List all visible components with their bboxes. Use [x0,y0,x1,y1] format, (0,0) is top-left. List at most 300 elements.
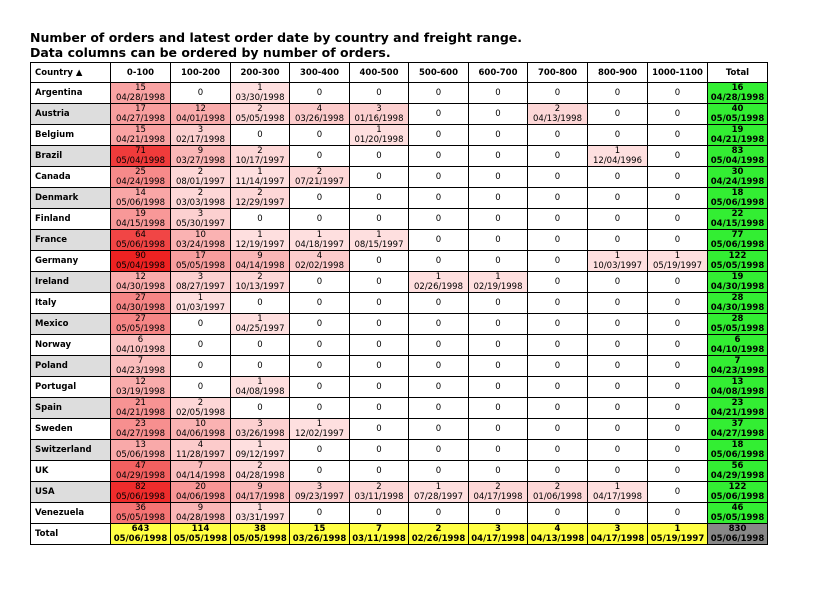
data-cell [528,503,588,524]
data-cell [528,230,588,251]
order-count: 12 [195,104,206,114]
latest-order-date: 04/23/1998 [710,366,765,376]
data-cell [469,293,528,314]
data-cell [469,104,528,125]
order-count: 0 [495,88,501,98]
order-count: 0 [674,508,681,518]
data-cell [648,377,708,398]
data-cell [111,188,171,209]
data-cell [171,419,231,440]
order-count: 0 [554,193,561,203]
data-cell [111,503,171,524]
order-count: 1 [316,419,323,429]
table-row [31,272,768,293]
data-cell [648,440,708,461]
data-cell [648,251,708,272]
order-count: 0 [554,319,561,329]
order-count: 82 [135,482,146,492]
order-count: 1 [376,230,382,240]
order-count: 0 [316,319,323,329]
order-count: 37 [731,419,744,429]
data-cell [648,461,708,482]
data-cell [350,272,409,293]
column-total-cell [648,524,708,545]
latest-order-date: 09/12/1997 [235,450,285,460]
order-count: 0 [554,508,561,518]
order-count: 1 [257,440,263,450]
data-cell [350,83,409,104]
data-cell [648,146,708,167]
data-cell [350,293,409,314]
data-cell [528,209,588,230]
order-count: 0 [316,88,323,98]
row-total-cell [708,482,768,503]
order-count: 3 [197,209,204,219]
table-row [31,482,768,503]
order-count: 1 [257,83,263,93]
order-count: 2 [257,188,263,198]
order-count: 0 [316,214,323,224]
data-cell [231,356,290,377]
table-row [31,503,768,524]
order-count: 0 [376,382,382,392]
latest-order-date: 03/11/1998 [354,492,404,502]
data-cell [469,83,528,104]
order-count: 9 [257,482,263,492]
data-cell [469,377,528,398]
data-cell [528,83,588,104]
latest-order-date: 04/29/1998 [116,471,165,481]
data-cell [469,209,528,230]
data-cell [409,356,469,377]
data-cell [111,356,171,377]
order-count: 0 [554,298,561,308]
data-cell [528,377,588,398]
data-cell [171,272,231,293]
latest-order-date: 09/23/1997 [295,492,344,502]
data-cell [469,167,528,188]
order-count: 0 [614,214,621,224]
latest-order-date: 05/06/1998 [710,534,765,544]
order-count: 0 [376,214,382,224]
data-cell [231,335,290,356]
data-cell [231,167,290,188]
data-cell [528,419,588,440]
column-total-cell [528,524,588,545]
data-cell [350,167,409,188]
order-count: 0 [614,130,621,140]
data-cell [350,125,409,146]
data-cell [469,335,528,356]
order-count: 0 [674,361,681,371]
order-count: 122 [728,251,747,261]
order-count: 0 [257,361,263,371]
row-total-cell [708,251,768,272]
latest-order-date: 03/03/1998 [176,198,225,208]
order-count: 0 [614,172,621,182]
row-total-cell [708,335,768,356]
order-count: 0 [197,361,204,371]
order-count: 0 [614,382,621,392]
row-total-cell [708,209,768,230]
row-total-cell [708,503,768,524]
latest-order-date: 04/08/1998 [235,387,285,397]
order-count: 1 [614,146,621,156]
data-cell [588,461,648,482]
data-cell [171,125,231,146]
data-cell [528,440,588,461]
country-name: UK [31,461,111,482]
data-cell [231,272,290,293]
order-count: 3 [614,524,621,534]
order-count: 0 [674,445,681,455]
data-cell [350,377,409,398]
data-cell [409,377,469,398]
data-cell [409,440,469,461]
latest-order-date: 04/13/1998 [530,534,585,544]
latest-order-date: 04/06/1998 [176,492,225,502]
data-cell [588,251,648,272]
table-row [31,419,768,440]
column-total-cell [588,524,648,545]
data-cell [231,461,290,482]
table-row [31,398,768,419]
data-cell [588,440,648,461]
column-header[interactable]: 500-600 [409,63,469,83]
column-header[interactable]: 200-300 [231,63,290,83]
data-cell [171,167,231,188]
order-count: 0 [435,508,442,518]
order-count: 3 [197,272,204,282]
order-count: 0 [495,361,501,371]
data-cell [171,314,231,335]
data-cell [528,482,588,503]
data-cell [231,146,290,167]
latest-order-date: 04/17/1998 [473,492,523,502]
latest-order-date: 11/14/1997 [235,177,285,187]
country-name: USA [31,482,111,503]
latest-order-date: 04/21/1998 [710,135,765,145]
data-cell [290,125,350,146]
order-count: 0 [674,403,681,413]
latest-order-date: 04/30/1998 [116,282,165,292]
order-count: 0 [376,256,382,266]
data-cell [290,188,350,209]
column-header[interactable]: 700-800 [528,63,588,83]
data-cell [290,419,350,440]
table-row [31,146,768,167]
order-count: 0 [435,88,442,98]
column-header[interactable]: 0-100 [111,63,171,83]
order-count: 17 [195,251,206,261]
data-cell [588,335,648,356]
column-header[interactable]: 300-400 [290,63,350,83]
data-cell [588,314,648,335]
country-name: France [31,230,111,251]
order-count: 0 [614,361,621,371]
data-cell [588,398,648,419]
latest-order-date: 05/05/1998 [710,324,765,334]
column-header[interactable]: 100-200 [171,63,231,83]
data-cell [469,461,528,482]
data-cell [648,356,708,377]
order-count: 1 [257,167,263,177]
latest-order-date: 05/06/1998 [116,198,165,208]
order-count: 0 [376,193,382,203]
order-count: 0 [614,193,621,203]
order-count: 3 [197,125,204,135]
order-count: 0 [674,109,681,119]
country-name: Ireland [31,272,111,293]
data-cell [231,209,290,230]
order-count: 0 [614,403,621,413]
latest-order-date: 04/08/1998 [710,387,765,397]
data-cell [350,482,409,503]
order-count: 0 [495,151,501,161]
table-row [31,314,768,335]
latest-order-date: 05/05/1998 [173,534,228,544]
order-count: 47 [135,461,146,471]
order-count: 0 [435,319,442,329]
data-cell [111,104,171,125]
order-count: 0 [554,340,561,350]
table-row [31,125,768,146]
country-name: Venezuela [31,503,111,524]
order-count: 0 [316,382,323,392]
table-row [31,251,768,272]
order-count: 0 [674,151,681,161]
table-row [31,188,768,209]
country-name: Belgium [31,125,111,146]
data-cell [469,272,528,293]
latest-order-date: 04/21/1998 [710,408,765,418]
data-cell [350,251,409,272]
data-cell [409,209,469,230]
country-name: Argentina [31,83,111,104]
data-cell [469,482,528,503]
column-header[interactable]: 1000-1100 [648,63,708,83]
data-cell [588,167,648,188]
latest-order-date: 04/21/1998 [116,135,165,145]
latest-order-date: 08/27/1997 [176,282,225,292]
row-total-cell [708,104,768,125]
data-cell [231,419,290,440]
data-cell [171,440,231,461]
data-cell [648,335,708,356]
country-name: Finland [31,209,111,230]
data-cell [469,356,528,377]
latest-order-date: 04/28/1998 [710,93,765,103]
order-count: 64 [135,230,146,240]
data-cell [171,482,231,503]
order-count: 2 [495,482,501,492]
table-row [31,230,768,251]
data-cell [648,293,708,314]
data-cell [588,209,648,230]
country-name: Switzerland [31,440,111,461]
data-cell [290,272,350,293]
data-cell [528,188,588,209]
orders-table [30,62,768,545]
data-cell [350,188,409,209]
data-cell [231,125,290,146]
latest-order-date: 07/21/1997 [295,177,344,187]
latest-order-date: 05/05/1998 [233,534,287,544]
latest-order-date: 04/17/1998 [471,534,525,544]
latest-order-date: 04/23/1998 [116,366,165,376]
latest-order-date: 05/05/1998 [710,513,765,523]
latest-order-date: 11/28/1997 [176,450,225,460]
order-count: 0 [674,487,681,497]
latest-order-date: 05/04/1998 [710,156,765,166]
table-row [31,461,768,482]
data-cell [111,293,171,314]
totals-row [31,524,768,545]
table-body [31,83,768,545]
latest-order-date: 03/26/1998 [235,429,285,439]
data-cell [171,335,231,356]
data-cell [409,419,469,440]
order-count: 0 [495,298,501,308]
order-count: 1 [316,230,323,240]
data-cell [409,104,469,125]
latest-order-date: 04/21/1998 [116,408,165,418]
order-count: 0 [376,319,382,329]
order-count: 0 [376,361,382,371]
row-total-cell [708,167,768,188]
latest-order-date: 07/28/1997 [414,492,463,502]
data-cell [111,482,171,503]
country-column-header[interactable]: Country ▲ [31,63,111,83]
order-count: 0 [316,466,323,476]
order-count: 2 [197,167,204,177]
order-count: 18 [731,440,744,450]
data-cell [648,167,708,188]
column-header[interactable]: 800-900 [588,63,648,83]
data-cell [111,209,171,230]
data-cell [648,503,708,524]
order-count: 0 [614,466,621,476]
data-cell [111,335,171,356]
order-count: 0 [674,340,681,350]
order-count: 0 [435,466,442,476]
order-count: 17 [135,104,146,114]
latest-order-date: 04/10/1998 [710,345,765,355]
latest-order-date: 04/29/1998 [710,471,765,481]
order-count: 30 [731,167,744,177]
order-count: 2 [316,167,323,177]
latest-order-date: 04/28/1998 [235,471,285,481]
latest-order-date: 04/14/1998 [176,471,225,481]
data-cell [171,209,231,230]
order-count: 0 [316,340,323,350]
data-cell [648,125,708,146]
order-count: 4 [197,440,204,450]
column-header[interactable]: 400-500 [350,63,409,83]
data-cell [469,146,528,167]
data-cell [648,314,708,335]
data-cell [469,419,528,440]
data-cell [528,251,588,272]
table-row [31,104,768,125]
latest-order-date: 05/30/1997 [176,219,225,229]
order-count: 0 [674,172,681,182]
order-count: 0 [554,256,561,266]
latest-order-date: 01/20/1998 [354,135,404,145]
data-cell [409,272,469,293]
order-count: 0 [435,382,442,392]
column-total-cell [469,524,528,545]
order-count: 0 [554,424,561,434]
row-total-cell [708,188,768,209]
order-count: 2 [554,482,561,492]
latest-order-date: 04/27/1998 [116,429,165,439]
total-column-header[interactable]: Total [708,63,768,83]
data-cell [171,251,231,272]
data-cell [409,503,469,524]
order-count: 0 [435,235,442,245]
order-count: 18 [731,188,744,198]
latest-order-date: 04/17/1998 [590,534,645,544]
row-total-cell [708,146,768,167]
order-count: 0 [197,382,204,392]
order-count: 0 [614,298,621,308]
data-cell [171,293,231,314]
order-count: 0 [435,403,442,413]
country-name: Denmark [31,188,111,209]
order-count: 0 [554,277,561,287]
row-total-cell [708,272,768,293]
order-count: 0 [376,445,382,455]
latest-order-date: 03/11/1998 [352,534,406,544]
table-row [31,440,768,461]
order-count: 16 [731,83,744,93]
order-count: 6 [734,335,741,345]
data-cell [290,167,350,188]
data-cell [111,230,171,251]
data-cell [528,335,588,356]
data-cell [231,503,290,524]
data-cell [111,314,171,335]
data-cell [111,440,171,461]
data-cell [111,272,171,293]
order-count: 0 [495,424,501,434]
latest-order-date: 04/17/1998 [593,492,642,502]
order-count: 0 [674,424,681,434]
latest-order-date: 04/14/1998 [235,261,285,271]
order-count: 28 [731,293,744,303]
column-total-cell [111,524,171,545]
grand-total-cell [708,524,768,545]
latest-order-date: 05/06/1998 [116,492,165,502]
order-count: 0 [674,214,681,224]
latest-order-date: 05/06/1998 [710,240,765,250]
order-count: 0 [495,319,501,329]
data-cell [409,398,469,419]
data-cell [648,419,708,440]
data-cell [231,377,290,398]
order-count: 0 [257,340,263,350]
order-count: 9 [197,146,204,156]
row-total-cell [708,230,768,251]
order-count: 0 [614,424,621,434]
data-cell [469,125,528,146]
column-header[interactable]: 600-700 [469,63,528,83]
latest-order-date: 01/03/1997 [176,303,225,313]
row-total-cell [708,125,768,146]
latest-order-date: 12/19/1997 [235,240,285,250]
data-cell [111,398,171,419]
